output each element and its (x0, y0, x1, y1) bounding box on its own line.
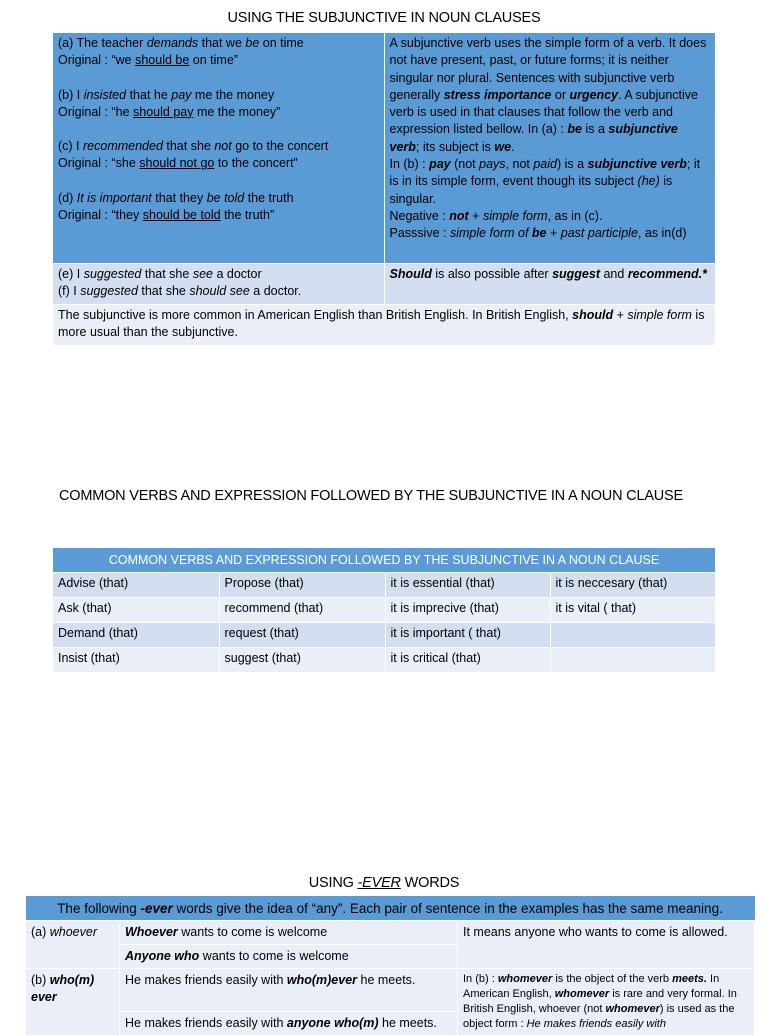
explanation-text: A subjunctive verb uses the simple form of a verb. It does not have present, past, or future forms; it is neither singular nor plural. Sentences with subjunctive verb generally stress importance or urgency. A subjunctive verb is used in that clauses that follow the verb and expression listed bellow. In (a) : be is a subjunctive verb; its subject is we. In (b) : pay (not pays, not paid) is a subjunctive verb; it is in its simple form, event though its subject (he) is singular. Negative : not + simple form, as in (c). Passsive : simple form of be + past participle, as in(d) (389, 36, 707, 241)
american-english-note-text: The subjunctive is more common in American English than British English. In British English, should + simple form is more usual than the subjunctive. (58, 308, 705, 340)
table-cell: suggest (that) (219, 648, 385, 673)
example-c-original: Original : “she should not go to the concert” (58, 156, 298, 171)
table-cell: it is neccesary (that) (550, 573, 715, 598)
table-cell: it is critical (that) (385, 648, 550, 673)
table-cell (550, 648, 715, 673)
section-title-common-verbs: COMMON VERBS AND EXPRESSION FOLLOWED BY THE SUBJUNCTIVE IN A NOUN CLAUSE (59, 488, 684, 504)
table-cell: it is imprесive (that) (385, 598, 550, 623)
suggest-examples-cell (53, 264, 384, 305)
ever-label-b: (b) who(m) ever (26, 969, 120, 1036)
explanation-cell (384, 33, 715, 264)
example-e: (e) I suggested that she see a doctor (58, 267, 262, 281)
section-title-prefix: USING (308, 875, 358, 891)
table-row (53, 648, 715, 673)
example-f: (f) I suggested that she should see a doctor. (58, 284, 302, 299)
table-cell: Ask (that) (53, 598, 219, 623)
ever-meaning-b: In (b) : whomever is the object of the verb meets. In American English, whomever is rare and very formal. In British English, whoever (not whomever) is used as the object form : He makes friends easily with (458, 969, 755, 1036)
table-row (53, 623, 715, 648)
ever-example-a1: Whoever wants to come is welcome (120, 921, 458, 945)
table-cell: Advise (that) (53, 573, 219, 598)
should-note-text: Should is also possible after suggest and recommend.* (389, 267, 708, 281)
table-cell: it is vital ( that) (550, 598, 715, 623)
example-a: (a) The teacher demands that we be on time (58, 36, 304, 50)
american-english-note (53, 305, 715, 346)
ever-example-a2: Anyone who wants to come is welcome (120, 945, 458, 969)
table-row (53, 598, 715, 623)
table-cell: Insist (that) (53, 648, 219, 673)
section-title-suffix: WORDS (400, 875, 460, 891)
ever-words-table (25, 896, 755, 1036)
examples-cell (53, 33, 384, 264)
section-title-ever-words (0, 875, 768, 891)
ever-meaning-a: It means anyone who wants to come is allowed. (458, 921, 755, 969)
subjunctive-table (53, 33, 715, 345)
table-cell: request (that) (219, 623, 385, 648)
ever-example-b2: He makes friends easily with anyone who(m) he meets. (120, 1012, 458, 1036)
table-cell: Demand (that) (53, 623, 219, 648)
should-note-cell (384, 264, 715, 305)
example-a-original: Original : “we should be on time” (58, 53, 238, 68)
example-c: (c) I recommended that she not go to the concert (58, 139, 329, 154)
table-cell (550, 623, 715, 648)
example-d: (d) It is important that they be told the truth (58, 190, 294, 205)
table-cell: it is essential (that) (385, 573, 550, 598)
common-verbs-table (53, 548, 716, 672)
example-b: (b) I insisted that he pay me the money (58, 87, 275, 102)
section-title-ever: -EVER (357, 875, 401, 891)
table-cell: recommend (that) (219, 598, 385, 623)
section-title-subjunctive: USING THE SUBJUNCTIVE IN NOUN CLAUSES (227, 10, 541, 26)
ever-example-b1: He makes friends easily with who(m)ever he meets. (120, 969, 458, 1012)
example-d-original: Original : “they should be told the truth” (58, 208, 275, 223)
ever-label-a: (a) whoever (26, 921, 120, 969)
table-cell: it is important ( that) (385, 623, 550, 648)
example-b-original: Original : “he should pay me the money” (58, 104, 281, 119)
table-cell: Propose (that) (219, 573, 385, 598)
table-row (53, 573, 715, 598)
common-verbs-table-header: COMMON VERBS AND EXPRESSION FOLLOWED BY THE SUBJUNCTIVE IN A NOUN CLAUSE (53, 548, 715, 573)
ever-words-table-header: The following -ever words give the idea of “any”. Each pair of sentence in the examples has the same meaning. (26, 896, 755, 921)
